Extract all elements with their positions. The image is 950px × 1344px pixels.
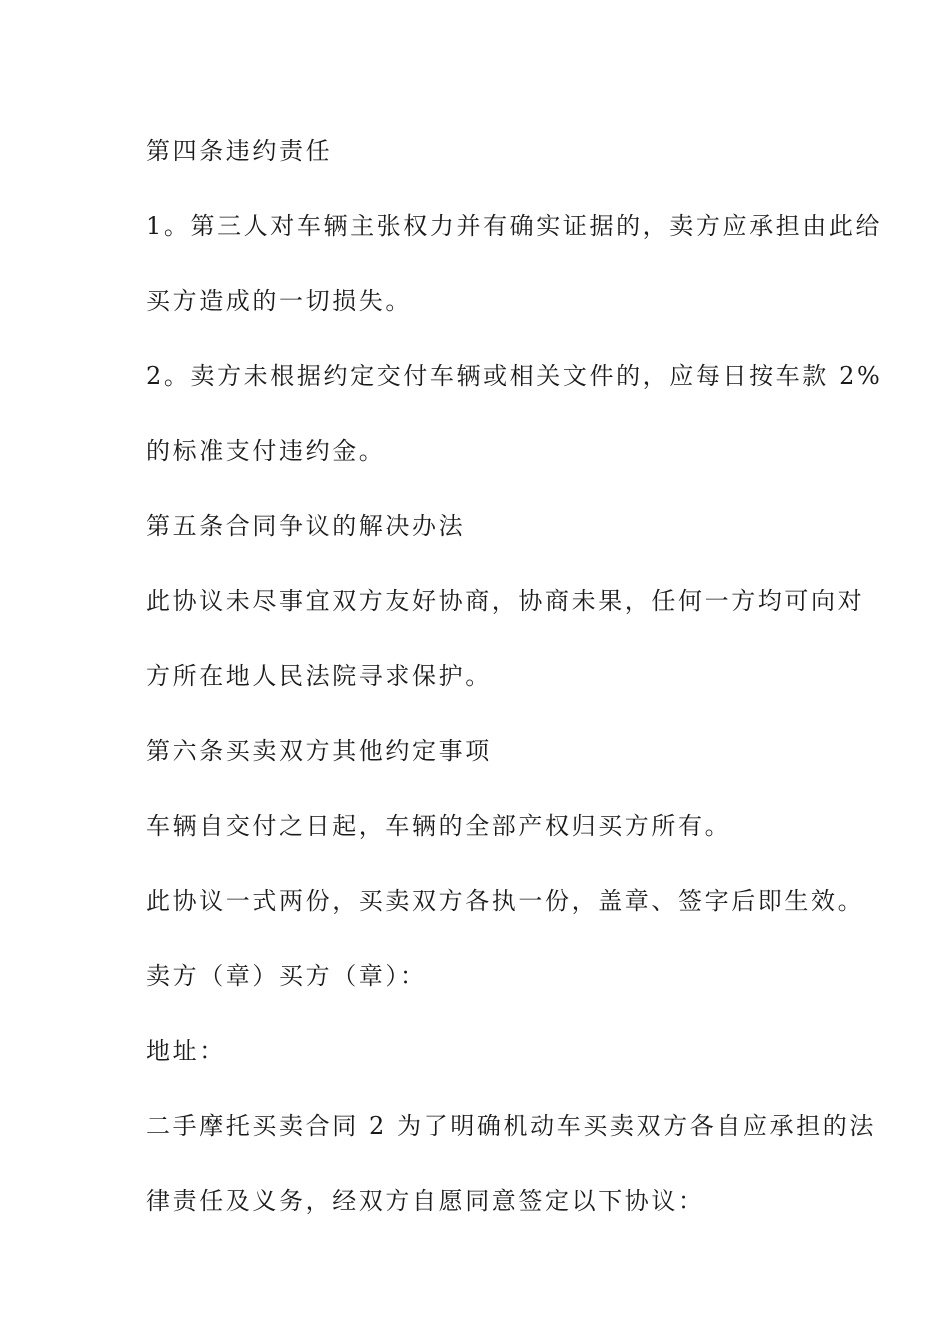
article-5-heading: 第五条合同争议的解决办法	[146, 512, 466, 540]
article-5-paragraph-line-2: 方所在地人民法院寻求保护。	[146, 662, 492, 690]
contract-2-intro-line-2: 律责任及义务，经双方自愿同意签定以下协议：	[146, 1187, 705, 1215]
article-4-clause-2-line-2: 的标准支付违约金。	[146, 437, 386, 465]
article-4-heading: 第四条违约责任	[146, 137, 333, 165]
signature-line: 卖方（章）买方（章）：	[146, 962, 427, 990]
article-6-ownership-paragraph: 车辆自交付之日起，车辆的全部产权归买方所有。	[146, 812, 732, 840]
contract-2-intro-line-1: 二手摩托买卖合同 2 为了明确机动车买卖双方各自应承担的法	[146, 1112, 876, 1140]
article-4-clause-1-line-1: 1。第三人对车辆主张权力并有确实证据的，卖方应承担由此给	[146, 212, 883, 240]
address-label: 地址：	[146, 1037, 226, 1065]
article-4-clause-1-line-2: 买方造成的一切损失。	[146, 287, 412, 315]
article-5-paragraph-line-1: 此协议未尽事宜双方友好协商，协商未果，任何一方均可向对	[146, 587, 865, 615]
article-6-copies-paragraph: 此协议一式两份，买卖双方各执一份，盖章、签字后即生效。	[146, 887, 865, 915]
article-6-heading: 第六条买卖双方其他约定事项	[146, 737, 492, 765]
article-4-clause-2-line-1: 2。卖方未根据约定交付车辆或相关文件的，应每日按车款 2%	[146, 362, 883, 390]
